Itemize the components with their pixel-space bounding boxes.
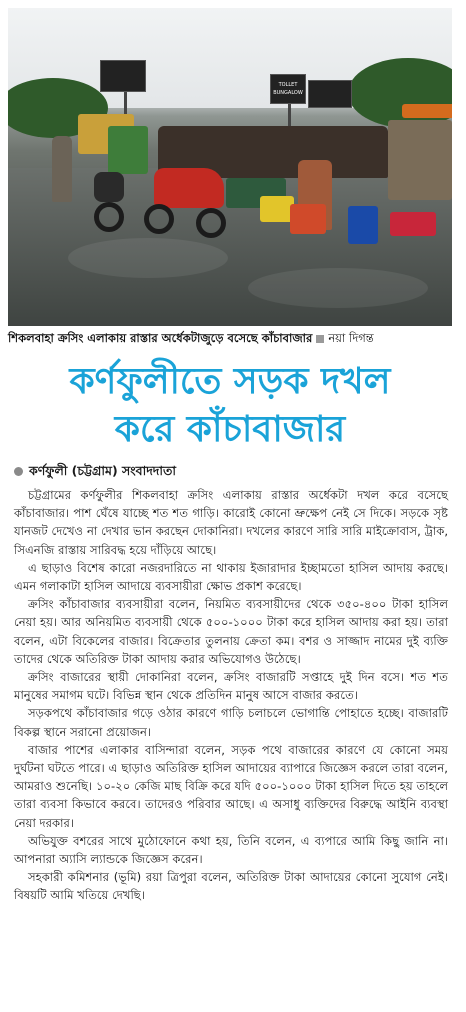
article-body	[14, 486, 448, 905]
photo-person	[52, 136, 72, 202]
photo-umbrella	[402, 104, 452, 118]
article-paragraph: অভিযুক্ত বশরের সাথে মুঠোফোনে কথা হয়, তিনি বলেন, এ ব্যপারে আমি কিছু জানি না। আপনারা অ্যাসি ল্যান্ডকে জিজ্ঞেস করেন।	[14, 833, 448, 867]
byline-text: কর্ণফুলী (চট্টগ্রাম) সংবাদদাতা	[29, 463, 176, 478]
photo-billboard	[270, 74, 306, 104]
caption-source: নয়া দিগন্ত	[328, 331, 374, 345]
article-paragraph: সহকারী কমিশনার (ভূমি) রয়া ত্রিপুরা বলেন, অতিরিক্ত টাকা আদায়ের কোনো সুযোগ নেই। বিষয়টি আমি খতিয়ে দেখছি।	[14, 870, 448, 903]
billboard-text: TOLLET BUNGALOW	[273, 82, 303, 96]
separator-square-icon	[316, 335, 324, 343]
headline	[8, 358, 452, 454]
news-photo	[8, 8, 452, 326]
bullet-icon	[14, 467, 23, 476]
photo-motorbike	[144, 158, 234, 242]
water-reflection	[68, 238, 228, 278]
photo-billboard	[100, 60, 146, 92]
headline-line-2: করে কাঁচাবাজার	[114, 409, 346, 450]
article-paragraph: ক্রসিং কাঁচাবাজার ব্যবসায়ীরা বলেন, নিয়মিত ব্যবসায়ীদের থেকে ৩৫০-৪০০ টাকা হাসিল নেয়া হয়। আর অনিয়মিত ব্যবসায়ী থেকে ৫০০-১০০০ টাকা করে হাসিল আদায় করা হয়। তারা বলেন, এটা বিকেলের বাজার। বিক্রেতার তুলনায় ক্রেতা কম। বশর ও সাজ্জাদ নামের দুই ব্যক্তি তাদের থেকে অতিরিক্ত টাকা আদায় করার অভিযোগও উঠেছে।	[14, 597, 448, 666]
water-reflection	[248, 268, 428, 308]
photo-bucket	[290, 204, 326, 234]
photo-drum	[348, 206, 378, 244]
article-paragraph: সড়কপথে কাঁচাবাজার গড়ে ওঠার কারণে গাড়ি চলাচলে ভোগান্তি পোহাতে হচ্ছে। বাজারটি বিকল্প স্থানে সরানো প্রয়োজন।	[14, 706, 448, 739]
photo-caption	[8, 328, 452, 348]
photo-billboard	[308, 80, 352, 108]
photo-shop	[388, 120, 452, 200]
byline	[14, 462, 176, 480]
article-paragraph: চট্টগ্রামের কর্ণফুলীর শিকলবাহা ক্রসিং এলাকায় রাস্তার অর্ধেকটা দখল করে বসেছে কাঁচাবাজার। পাশ ঘেঁষে যাচ্ছে শত শত গাড়ি। কারোই কোনো ভ্রুক্ষেপ নেই সে দিকে। সড়কে সৃষ্ট যানজট দেখেও না দেখার ভান করছেন দোকানিরা। দখলের কারণে সারি সারি মাইক্রোবাস, ট্রাক, সিএনজি রাস্তায় সারিবদ্ধ হয়ে দাঁড়িয়ে আছে।	[14, 488, 448, 557]
article-paragraph: এ ছাড়াও বিশেষ কারো নজরদারিতে না থাকায় ইজারাদার ইচ্ছামতো হাসিল আদায় করছে। এমন গলাকাটা হাসিল আদায়ে ব্যবসায়ীরা ক্ষোভ প্রকাশ করেছে।	[14, 560, 448, 594]
caption-text: শিকলবাহা ক্রসিং এলাকায় রাস্তার অর্ধেকটাজুড়ে বসেছে কাঁচাবাজার	[8, 331, 313, 345]
photo-cng	[108, 126, 148, 174]
photo-basket	[390, 212, 436, 236]
photo-motorbike	[88, 168, 134, 238]
photo-bag	[260, 196, 294, 222]
headline-line-1: কর্ণফুলীতে সড়ক দখল	[69, 361, 391, 402]
article-paragraph: বাজার পাশের এলাকার বাসিন্দারা বলেন, সড়ক পথে বাজারের কারণে যে কোনো সময় দুর্ঘটনা ঘটতে পারে। এ ছাড়াও অতিরিক্ত হাসিল আদায়ের ব্যাপারে জিজ্ঞেস করলে তারা বলেন, আমরাও শুনেছি। ১০-২০ কেজি মাছ বিক্রি করে যদি ৫০০-১০০০ টাকা হাসিল দিতে হয় তাহলে তারা ব্যবসা কিভাবে করবে। তাদেরও পরিবার আছে। এ অসাধু ব্যক্তিদের বিরুদ্ধে আইনি ব্যবস্থা নেয়া দরকার।	[14, 742, 448, 830]
article-paragraph: ক্রসিং বাজারের স্থায়ী দোকানিরা বলেন, ক্রসিং বাজারটি সপ্তাহে দুই দিন বসে। শত শত মানুষের সমাগম ঘটে। বিভিন্ন স্থান থেকে প্রতিদিন মানুষ আসে বাজার করতে।	[14, 670, 448, 703]
